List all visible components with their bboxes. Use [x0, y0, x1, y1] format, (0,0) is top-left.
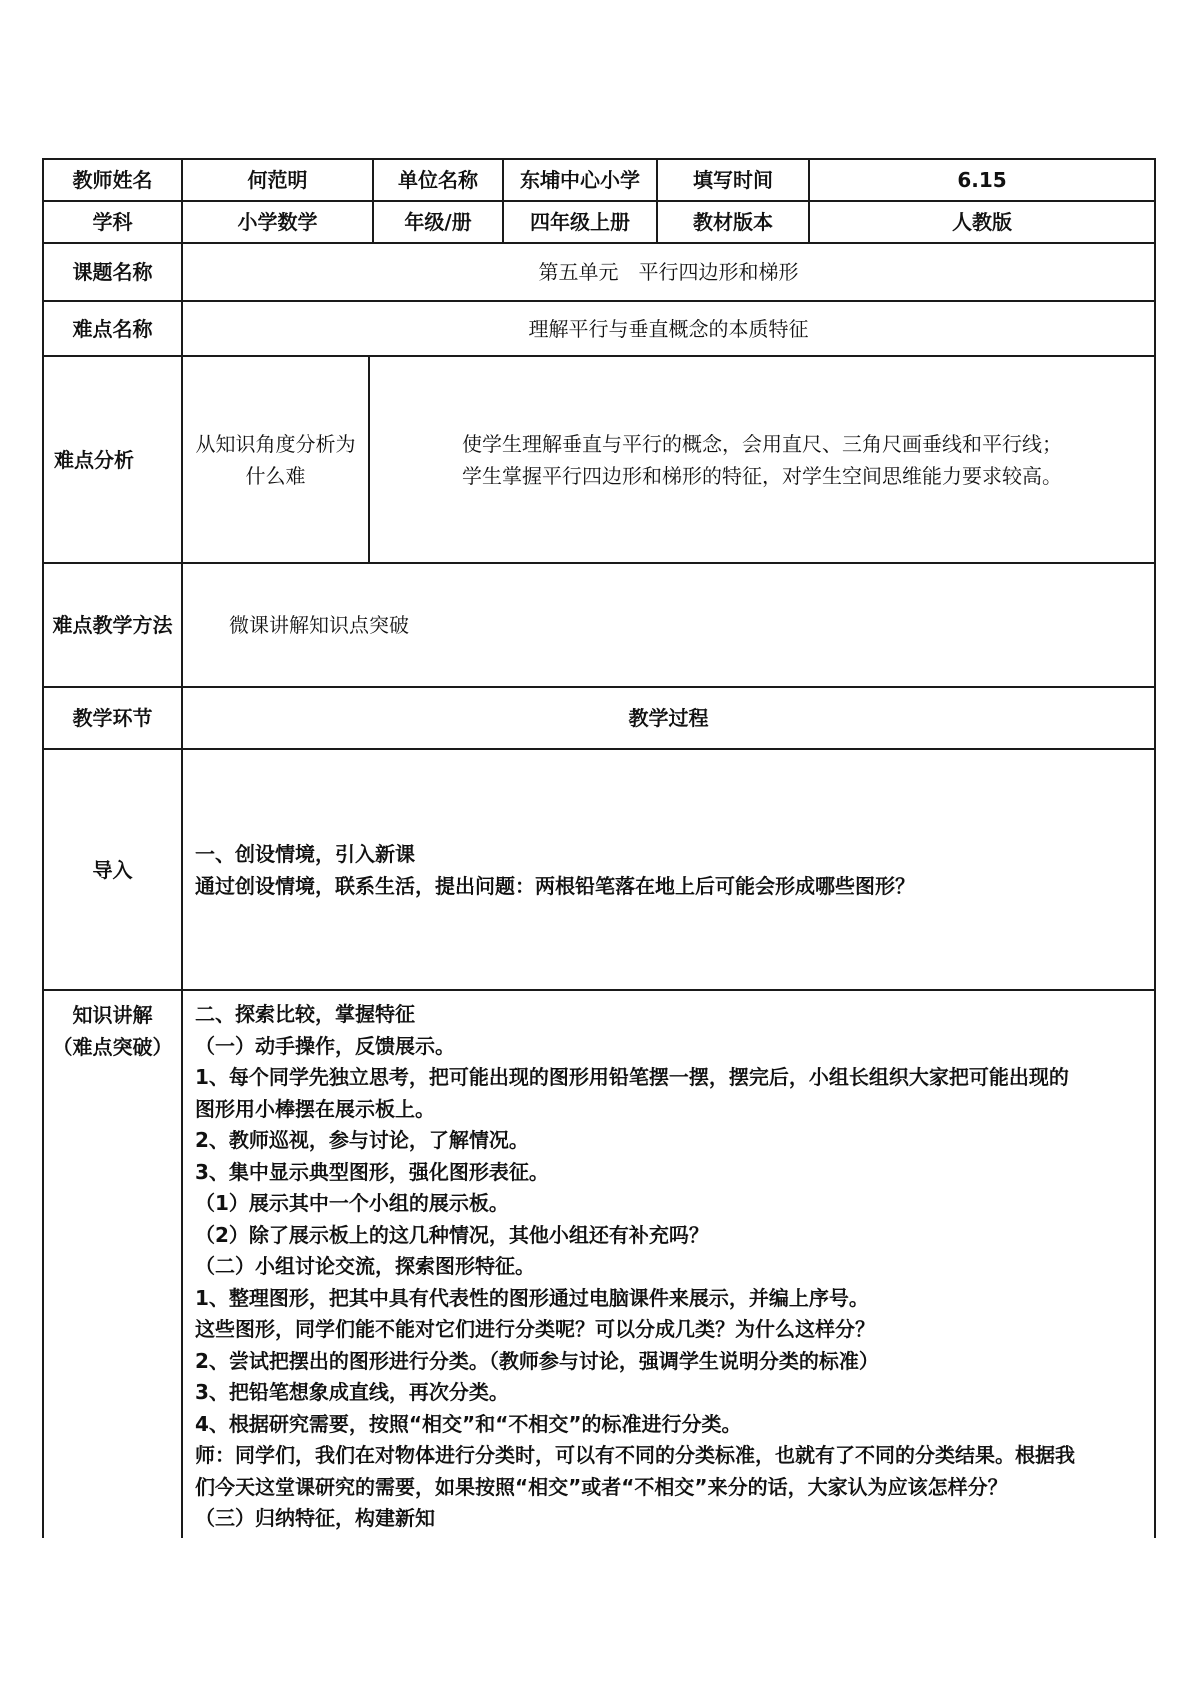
- knowledge-label-line1: 知识讲解: [72, 1003, 153, 1027]
- edition-value: 人教版: [809, 201, 1155, 243]
- teacher-value: 何范明: [182, 159, 373, 201]
- difficulty-row: [43, 301, 1155, 356]
- knowledge-line: （1）展示其中一个小组的展示板。: [195, 1191, 509, 1215]
- info-row-2: [43, 201, 1155, 243]
- process-header-row: [43, 687, 1155, 749]
- subject-value: 小学数学: [182, 201, 373, 243]
- method-label: 难点教学方法: [43, 563, 182, 687]
- knowledge-line: 们今天这堂课研究的需要，如果按照“相交”或者“不相交”来分的话，大家认为应该怎样分？: [195, 1474, 1008, 1499]
- intro-line-1: 一、创设情境，引入新课: [195, 841, 415, 866]
- knowledge-line: 3、把铅笔想象成直线，再次分类。: [195, 1380, 509, 1404]
- method-row: [43, 563, 1155, 687]
- difficulty-value: 理解平行与垂直概念的本质特征: [182, 301, 1155, 356]
- analysis-line-2: 学生掌握平行四边形和梯形的特征，对学生空间思维能力要求较高。: [462, 463, 1062, 488]
- knowledge-line: （二）小组讨论交流，探索图形特征。: [195, 1254, 535, 1278]
- stage-header: 教学环节: [43, 687, 182, 749]
- knowledge-line: （三）归纳特征，构建新知: [195, 1506, 435, 1530]
- knowledge-line: 师：同学们，我们在对物体进行分类时，可以有不同的分类标准，也就有了不同的分类结果。根据我: [195, 1443, 1075, 1467]
- date-value: 6.15: [809, 159, 1155, 201]
- knowledge-content: [182, 990, 1155, 1538]
- edition-label: 教材版本: [657, 201, 809, 243]
- analysis-sub-label-line1: 从知识角度分析为: [195, 431, 356, 456]
- analysis-content: [369, 356, 1155, 563]
- topic-value: 第五单元 平行四边形和梯形: [182, 243, 1155, 301]
- grade-value: 四年级上册: [503, 201, 657, 243]
- knowledge-line: 3、集中显示典型图形，强化图形表征。: [195, 1159, 549, 1184]
- info-row-1: [43, 159, 1155, 201]
- intro-label: 导入: [43, 749, 182, 990]
- topic-row: [43, 243, 1155, 301]
- teacher-label: 教师姓名: [43, 159, 182, 201]
- analysis-line-1: 使学生理解垂直与平行的概念，会用直尺、三角尺画垂线和平行线；: [462, 431, 1062, 456]
- difficulty-label: 难点名称: [43, 301, 182, 356]
- intro-row: [43, 749, 1155, 990]
- knowledge-label: [43, 990, 182, 1538]
- topic-label: 课题名称: [43, 243, 182, 301]
- knowledge-line: （一）动手操作，反馈展示。: [195, 1033, 455, 1058]
- intro-line-2: 通过创设情境，联系生活，提出问题：两根铅笔落在地上后可能会形成哪些图形？: [195, 873, 915, 898]
- intro-content: [182, 749, 1155, 990]
- knowledge-row: [43, 990, 1155, 1538]
- knowledge-line: 图形用小棒摆在展示板上。: [195, 1096, 435, 1121]
- date-label: 填写时间: [657, 159, 809, 201]
- knowledge-line: 这些图形，同学们能不能对它们进行分类呢？可以分成几类？为什么这样分？: [195, 1317, 875, 1341]
- knowledge-line: （2）除了展示板上的这几种情况，其他小组还有补充吗？: [195, 1222, 709, 1247]
- analysis-sub-label: [182, 356, 369, 563]
- knowledge-line: 2、教师巡视，参与讨论，了解情况。: [195, 1128, 529, 1152]
- knowledge-line: 2、尝试把摆出的图形进行分类。（教师参与讨论，强调学生说明分类的标准）: [195, 1348, 879, 1373]
- knowledge-line: 4、根据研究需要，按照“相交”和“不相交”的标准进行分类。: [195, 1411, 742, 1436]
- grade-label: 年级/册: [373, 201, 503, 243]
- knowledge-line: 1、每个同学先独立思考，把可能出现的图形用铅笔摆一摆，摆完后，小组长组织大家把可能出现的: [195, 1065, 1069, 1089]
- knowledge-label-line2: （难点突破）: [52, 1035, 173, 1059]
- unit-value: 东埔中心小学: [503, 159, 657, 201]
- knowledge-line: 1、整理图形，把其中具有代表性的图形通过电脑课件来展示，并编上序号。: [195, 1285, 869, 1310]
- analysis-sub-label-line2: 什么难: [245, 463, 306, 488]
- unit-label: 单位名称: [373, 159, 503, 201]
- lesson-plan-table: [42, 158, 1156, 1538]
- method-value: 微课讲解知识点突破: [182, 563, 1155, 687]
- process-header: 教学过程: [182, 687, 1155, 749]
- analysis-label: 难点分析: [43, 356, 182, 563]
- analysis-row: [43, 356, 1155, 563]
- knowledge-line: 二、探索比较，掌握特征: [195, 1002, 415, 1026]
- subject-label: 学科: [43, 201, 182, 243]
